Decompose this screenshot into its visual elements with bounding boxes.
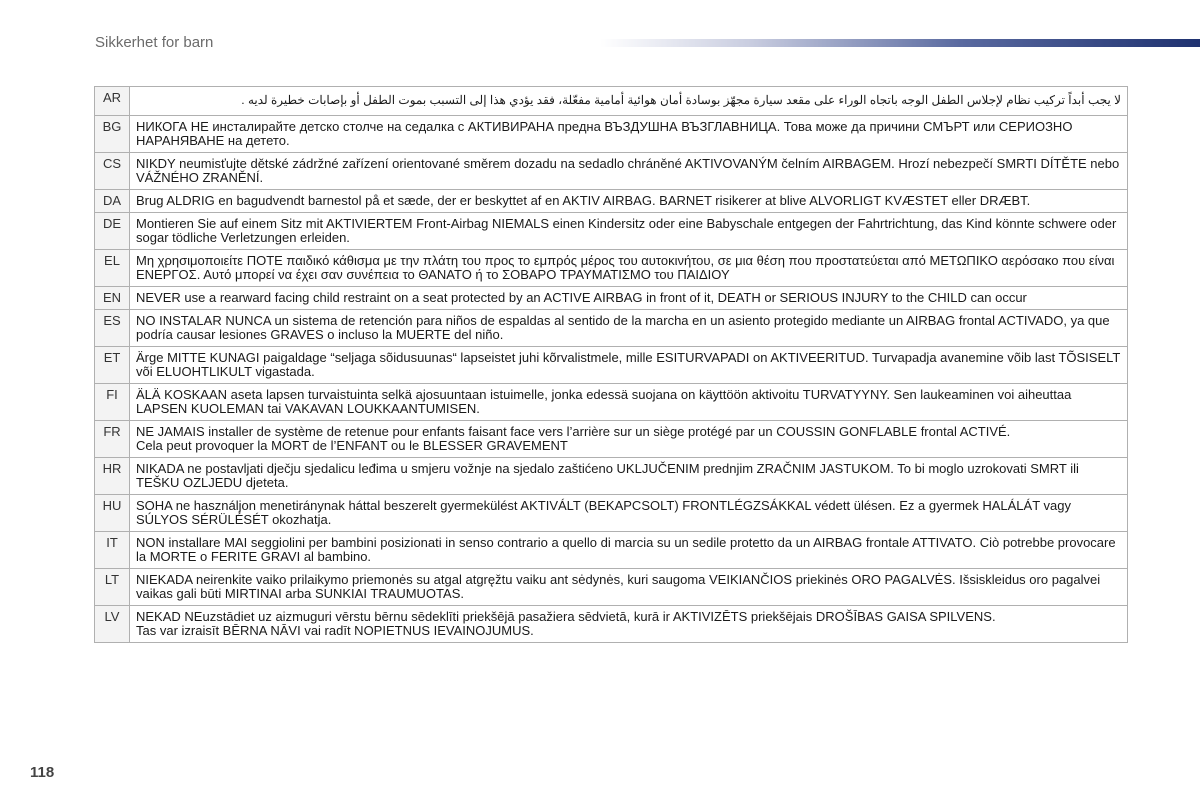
table-row [95, 569, 1128, 606]
table-row [95, 287, 1128, 310]
table-row [95, 190, 1128, 213]
table-row [95, 384, 1128, 421]
language-code: EL [95, 250, 130, 287]
language-code: DE [95, 213, 130, 250]
warning-text: Μη χρησιμοποιείτε ΠΟΤΕ παιδικό κάθισμα με την πλάτη του προς το εμπρός μέρος του αυτοκινήτου, σε μια θέση που προστατεύεται από ΜΕΤΩΠΙΚΟ αερόσακο που είναι ΕΝΕΡΓΟΣ. Αυτό μπορεί να έχει σαν συνέπεια το ΘΑΝΑΤΟ ή το ΣΟΒΑΡΟ ΤΡΑΥΜΑΤΙΣΜΟ του ΠΑΙΔΙΟΥ [130, 250, 1128, 287]
warning-text: NO INSTALAR NUNCA un sistema de retención para niños de espaldas al sentido de la marcha en un asiento protegido mediante un AIRBAG frontal ACTIVADO, ya que podría causar lesiones GRAVES o incluso la MUERTE del niño. [130, 310, 1128, 347]
warning-text: NIEKADA neirenkite vaiko prilaikymo priemonės su atgal atgręžtu vaiku ant sėdynės, kuri saugoma VEIKIANČIOS priekinės ORO PAGALVĖS. Išsiskleidus oro pagalvei vaikas gali būti MIRTINAI arba SUNKIAI TRAUMUOTAS. [130, 569, 1128, 606]
warning-text: NIKADA ne postavljati dječju sjedalicu leđima u smjeru vožnje na sjedalo zaštićeno UKLJUČENIM prednjim ZRAČNIM JASTUKOM. To bi moglo uzrokovati SMRT ili TEŠKU OZLJEDU djeteta. [130, 458, 1128, 495]
warning-text: SOHA ne használjon menetiránynak háttal beszerelt gyermekülést AKTIVÁLT (BEKAPCSOLT) FRONTLÉGZSÁKKAL védett ülésen. Ez a gyermek HALÁLÁT vagy SÚLYOS SÉRÜLÉSÉT okozhatja. [130, 495, 1128, 532]
page-header-title: Sikkerhet for barn [95, 34, 214, 51]
table-row [95, 606, 1128, 643]
language-code: IT [95, 532, 130, 569]
language-code: BG [95, 116, 130, 153]
language-code: LV [95, 606, 130, 643]
language-code: FR [95, 421, 130, 458]
table-row [95, 116, 1128, 153]
language-code: ET [95, 347, 130, 384]
warning-table-body [95, 87, 1128, 643]
language-code: HR [95, 458, 130, 495]
language-code: AR [95, 87, 130, 116]
warning-text: NIKDY neumisťujte dětské zádržné zařízení orientované směrem dozadu na sedadlo chráněné AKTIVOVANÝM čelním AIRBAGEM. Hrozí nebezpečí SMRTI DÍTĚTE nebo VÁŽNÉHO ZRANĚNÍ. [130, 153, 1128, 190]
table-row [95, 495, 1128, 532]
warning-text: NE JAMAIS installer de système de retenue pour enfants faisant face vers l’arrière sur un siège protégé par un COUSSIN GONFLABLE frontal ACTIVÉ. Cela peut provoquer la MORT de l’ENFANT ou le BLESSER GRAVEMENT [130, 421, 1128, 458]
warning-text: NON installare MAI seggiolini per bambini posizionati in senso contrario a quello di marcia su un sedile protetto da un AIRBAG frontale ATTIVATO. Ciò potrebbe provocare la MORTE o FERITE GRAVI al bambino. [130, 532, 1128, 569]
language-code: EN [95, 287, 130, 310]
table-row [95, 458, 1128, 495]
warning-text: Montieren Sie auf einem Sitz mit AKTIVIERTEM Front-Airbag NIEMALS einen Kindersitz oder eine Babyschale entgegen der Fahrtrichtung, das Kind könnte schwere oder sogar tödliche Verletzungen erleiden. [130, 213, 1128, 250]
warning-text: Ärge MITTE KUNAGI paigaldage “seljaga sõidusuunas“ lapseistet juhi kõrvalistmele, mille ESITURVAPADI on AKTIVEERITUD. Turvapadja avanemine võib last TÕSISELT või ELUOHTLIKULT vigastada. [130, 347, 1128, 384]
table-row [95, 153, 1128, 190]
language-code: CS [95, 153, 130, 190]
table-row [95, 347, 1128, 384]
table-row [95, 310, 1128, 347]
table-row [95, 532, 1128, 569]
language-code: HU [95, 495, 130, 532]
warning-text: Brug ALDRIG en bagudvendt barnestol på et sæde, der er beskyttet af en AKTIV AIRBAG. BARNET risikerer at blive ALVORLIGT KVÆSTET eller DRÆBT. [130, 190, 1128, 213]
header-accent-bar [600, 39, 1200, 47]
language-code: FI [95, 384, 130, 421]
warning-text: لا يجب أبداً تركيب نظام لإجلاس الطفل الوجه باتجاه الوراء على مقعد سيارة مجهّز بوسادة أمان هوائية أمامية مفعّلة، فقد يؤدي هذا إلى التسبب بموت الطفل أو بإصابات خطيرة لديه . [130, 87, 1128, 116]
warning-text: NEVER use a rearward facing child restraint on a seat protected by an ACTIVE AIRBAG in front of it, DEATH or SERIOUS INJURY to the CHILD can occur [130, 287, 1128, 310]
language-code: ES [95, 310, 130, 347]
page-number: 118 [30, 764, 55, 781]
table-row [95, 87, 1128, 116]
warning-text: ÄLÄ KOSKAAN aseta lapsen turvaistuinta selkä ajosuuntaan istuimelle, jonka edessä suojana on käyttöön aktivoitu TURVATYYNY. Sen laukeaminen voi aiheuttaa LAPSEN KUOLEMAN tai VAKAVAN LOUKKAANTUMISEN. [130, 384, 1128, 421]
language-code: LT [95, 569, 130, 606]
warning-text: НИКОГА НЕ инсталирайте детско столче на седалка с АКТИВИРАНА предна ВЪЗДУШНА ВЪЗГЛАВНИЦА. Това може да причини СМЪРТ или СЕРИОЗНО НАРАНЯВАНЕ на детето. [130, 116, 1128, 153]
table-row [95, 250, 1128, 287]
table-row [95, 213, 1128, 250]
table-row [95, 421, 1128, 458]
airbag-warning-table [94, 86, 1128, 643]
warning-text: NEKAD NEuzstādiet uz aizmuguri vērstu bērnu sēdeklīti priekšējā pasažiera sēdvietā, kurā ir AKTIVIZĒTS priekšējais DROŠĪBAS GAISA SPILVENS. Tas var izraisīt BĒRNA NĀVI vai radīt NOPIETNUS IEVAINOJUMUS. [130, 606, 1128, 643]
language-code: DA [95, 190, 130, 213]
